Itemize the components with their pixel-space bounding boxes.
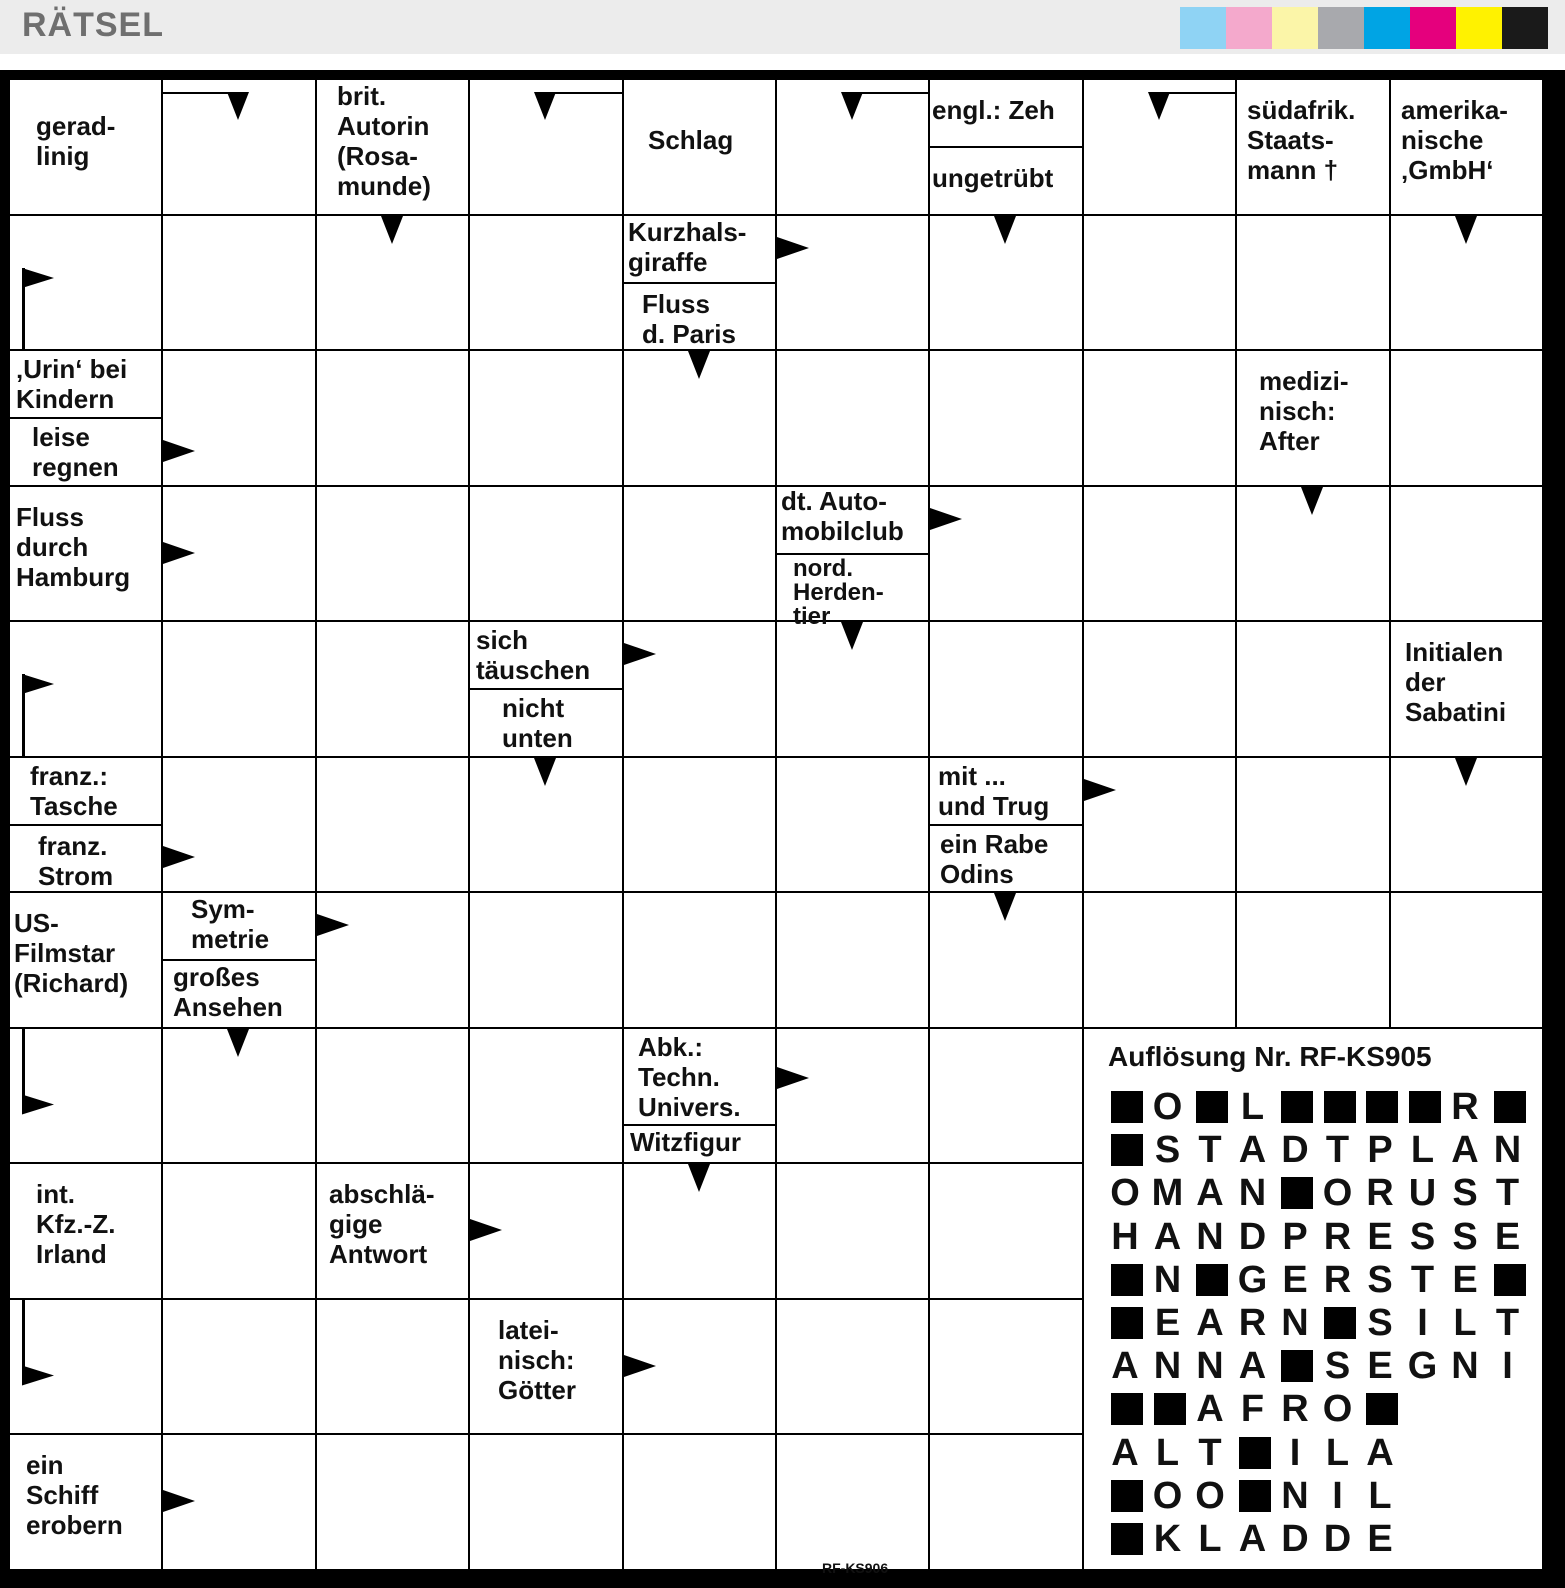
clue-urin: ‚Urin‘ bei Kindern	[10, 351, 161, 417]
solution-letter: D	[1281, 1518, 1309, 1560]
grid-cell[interactable]	[1082, 756, 1237, 893]
arrow-down-icon	[841, 622, 863, 650]
clue-us-filmstar: US- Filmstar (Richard)	[10, 893, 161, 1027]
grid-cell[interactable]	[161, 756, 317, 893]
grid-cell[interactable]	[775, 1298, 930, 1435]
solution-letter: P	[1367, 1129, 1393, 1172]
grid-cell[interactable]	[315, 349, 470, 487]
solution-letter: L	[1325, 1431, 1350, 1474]
grid-cell[interactable]	[775, 756, 930, 893]
clue-schlag: Schlag	[624, 80, 775, 214]
arrow-right-icon	[163, 846, 195, 868]
color-swatch	[1226, 7, 1272, 49]
solution-letter: L	[1155, 1431, 1180, 1474]
solution-letter: E	[1367, 1345, 1393, 1388]
solution-letter: R	[1238, 1302, 1267, 1344]
solution-letter: T	[1198, 1129, 1222, 1172]
solution-letter: O	[1322, 1172, 1353, 1215]
solution-letter: M	[1151, 1172, 1184, 1215]
clue-franz-tasche: franz.: Tasche	[10, 758, 161, 824]
grid-cell[interactable]	[775, 214, 930, 351]
solution-block	[1111, 1393, 1143, 1425]
solution-block	[1196, 1091, 1228, 1123]
solution-block	[1196, 1264, 1228, 1296]
solution-letter: A	[1111, 1431, 1139, 1474]
grid-cell[interactable]	[622, 620, 777, 758]
color-swatch	[1272, 7, 1318, 49]
clue-leise-regnen: leise regnen	[10, 419, 161, 485]
solution-letter: E	[1494, 1215, 1521, 1258]
solution-letter: D	[1281, 1129, 1309, 1172]
arrow-stem	[1159, 92, 1236, 94]
clue-medizinisch: medizi- nisch: After	[1237, 351, 1389, 485]
arrow-stem	[163, 92, 240, 94]
arrow-down-icon	[534, 758, 556, 786]
grid-cell[interactable]	[928, 620, 1084, 758]
corner-arrow-icon	[22, 1027, 72, 1162]
solution-letter: R	[1451, 1086, 1479, 1128]
solution-letter: E	[1367, 1518, 1393, 1560]
color-swatch	[1502, 7, 1548, 49]
solution-block	[1239, 1437, 1271, 1469]
solution-letter: S	[1409, 1215, 1436, 1258]
arrow-down-icon	[688, 351, 710, 379]
solution-letter: I	[1332, 1474, 1343, 1517]
grid-cell[interactable]	[468, 1433, 624, 1571]
grid-cell[interactable]	[928, 1162, 1084, 1300]
solution-letter: S	[1367, 1302, 1393, 1344]
solution-letter: N	[1238, 1172, 1267, 1215]
arrow-down-icon	[841, 92, 863, 120]
grid-cell[interactable]	[315, 891, 470, 1029]
solution-letter: T	[1495, 1302, 1520, 1344]
solution-letter: O	[1110, 1172, 1140, 1215]
grid-cell[interactable]	[775, 891, 930, 1029]
solution-block	[1239, 1480, 1271, 1512]
arrow-right-icon	[163, 1490, 195, 1512]
grid-cell[interactable]	[161, 214, 317, 351]
solution-letter: L	[1410, 1129, 1435, 1172]
clue-schiff: ein Schiff erobern	[10, 1435, 161, 1569]
color-swatches	[1180, 7, 1548, 49]
clue-suedafrik: südafrik. Staats- mann †	[1237, 80, 1389, 214]
grid-cell[interactable]	[1235, 756, 1391, 893]
clue-amerikanische: amerika- nische ‚GmbH‘	[1391, 80, 1542, 214]
corner-arrow-icon	[22, 1298, 72, 1433]
solution-letter: L	[1240, 1086, 1265, 1128]
grid-cell[interactable]	[161, 620, 317, 758]
clue-franz-strom: franz. Strom	[10, 826, 161, 891]
grid-cell[interactable]	[1389, 485, 1544, 622]
grid-cell[interactable]	[775, 349, 930, 487]
solution-letter: N	[1451, 1345, 1479, 1388]
solution-block	[1409, 1091, 1441, 1123]
clue-fluss-paris: Fluss d. Paris	[624, 284, 775, 349]
solution-block	[1494, 1091, 1526, 1123]
clue-adac: dt. Auto- mobilclub	[777, 487, 928, 553]
arrow-right-icon	[163, 440, 195, 462]
grid-cell[interactable]	[928, 485, 1084, 622]
solution-letter: O	[1152, 1086, 1183, 1128]
grid-cell[interactable]	[622, 1433, 777, 1571]
arrow-down-icon	[1455, 758, 1477, 786]
arrow-down-icon	[1455, 216, 1477, 244]
grid-cell[interactable]	[1082, 485, 1237, 622]
solution-letter: A	[1238, 1129, 1267, 1172]
arrow-down-icon	[227, 92, 249, 120]
clue-nicht-unten: nicht unten	[470, 690, 622, 756]
arrow-down-icon	[534, 92, 556, 120]
grid-cell[interactable]	[161, 349, 317, 487]
solution-letter: A	[1196, 1388, 1224, 1431]
clue-lateinisch: latei- nisch: Götter	[470, 1300, 622, 1433]
solution-block	[1494, 1264, 1526, 1296]
arrow-right-icon	[624, 643, 656, 665]
clue-engl-zeh: engl.: Zeh	[930, 80, 1082, 146]
corner-arrow-icon	[22, 214, 72, 349]
solution-letter: R	[1366, 1172, 1394, 1215]
solution-block	[1281, 1091, 1313, 1123]
solution-letter: L	[1198, 1518, 1222, 1560]
solution-letter: T	[1410, 1258, 1435, 1301]
solution-letter: T	[1325, 1129, 1350, 1172]
clue-witzfigur: Witzfigur	[624, 1126, 775, 1162]
solution-letter: S	[1452, 1172, 1478, 1215]
clue-rabe-odins: ein Rabe Odins	[930, 826, 1082, 891]
clue-ungetruebt: ungetrübt	[930, 148, 1082, 214]
clue-herdentier: nord. Herden- tier	[777, 555, 928, 620]
color-swatch	[1364, 7, 1410, 49]
arrow-right-icon	[317, 914, 349, 936]
clue-kurzhalsgiraffe: Kurzhals- giraffe	[624, 216, 775, 282]
solution-letter: U	[1408, 1172, 1437, 1215]
grid-cell[interactable]	[1082, 620, 1237, 758]
page-title: RÄTSEL	[22, 6, 164, 44]
solution-letter: A	[1366, 1431, 1394, 1474]
solution-letter: D	[1238, 1215, 1267, 1258]
solution-block	[1281, 1177, 1313, 1209]
grid-cell[interactable]	[315, 620, 470, 758]
grid-cell[interactable]	[1082, 891, 1237, 1029]
arrow-right-icon	[1084, 779, 1116, 801]
grid-cell[interactable]	[622, 756, 777, 893]
solution-letter: S	[1154, 1129, 1181, 1172]
clue-mit-trug: mit ... und Trug	[930, 758, 1082, 824]
solution-letter: L	[1368, 1474, 1392, 1517]
solution-letter: A	[1451, 1129, 1479, 1172]
solution-letter: A	[1238, 1345, 1267, 1388]
grid-cell[interactable]	[1082, 349, 1237, 487]
solution-block	[1154, 1393, 1186, 1425]
solution-letter: R	[1281, 1388, 1309, 1431]
solution-letter: R	[1323, 1258, 1352, 1301]
grid-cell[interactable]	[315, 1298, 470, 1435]
page-header	[0, 0, 1565, 54]
arrow-down-icon	[381, 216, 403, 244]
solution-letter: O	[1195, 1474, 1225, 1517]
grid-cell[interactable]	[468, 214, 624, 351]
arrow-right-icon	[930, 508, 962, 530]
arrow-down-icon	[994, 216, 1016, 244]
solution-block	[1111, 1091, 1143, 1123]
solution-letter: L	[1453, 1302, 1477, 1344]
solution-letter: A	[1196, 1172, 1224, 1215]
arrow-down-icon	[994, 893, 1016, 921]
clue-abk-techn: Abk.: Techn. Univers.	[624, 1029, 775, 1124]
clue-symmetrie: Sym- metrie	[163, 893, 315, 959]
arrow-right-icon	[470, 1219, 502, 1241]
solution-letter: N	[1281, 1302, 1309, 1344]
grid-cell[interactable]	[315, 485, 470, 622]
color-swatch	[1318, 7, 1364, 49]
solution-letter: I	[1502, 1345, 1513, 1388]
solution-letter: H	[1111, 1215, 1139, 1258]
grid-cell[interactable]	[1082, 214, 1237, 351]
grid-cell[interactable]	[775, 1162, 930, 1300]
solution-block	[1324, 1307, 1356, 1339]
arrow-right-icon	[163, 542, 195, 564]
solution-letter: A	[1196, 1302, 1224, 1344]
solution-block	[1111, 1480, 1143, 1512]
solution-block	[1366, 1091, 1398, 1123]
clue-kfz-irland: int. Kfz.-Z. Irland	[10, 1164, 161, 1298]
solution-letter: O	[1322, 1388, 1353, 1431]
grid-cell[interactable]	[928, 349, 1084, 487]
arrow-down-icon	[227, 1029, 249, 1057]
solution-letter: N	[1196, 1345, 1224, 1388]
solution-letter: I	[1289, 1431, 1301, 1474]
solution-letter: A	[1111, 1345, 1139, 1388]
clue-initialen: Initialen der Sabatini	[1391, 622, 1542, 756]
crossword-grid	[8, 78, 1542, 1569]
solution-block	[1324, 1091, 1356, 1123]
arrow-down-icon	[1301, 487, 1323, 515]
solution-block	[1111, 1523, 1143, 1555]
solution-letter: O	[1152, 1474, 1183, 1517]
corner-arrow-icon	[22, 620, 72, 756]
arrow-stem	[545, 92, 622, 94]
grid-cell[interactable]	[928, 1027, 1084, 1164]
arrow-right-icon	[777, 237, 809, 259]
clue-ansehen: großes Ansehen	[163, 961, 315, 1027]
grid-cell[interactable]	[775, 1433, 930, 1571]
solution-letter: G	[1407, 1345, 1438, 1388]
solution-letter: E	[1282, 1258, 1308, 1301]
solution-block	[1366, 1393, 1398, 1425]
arrow-down-icon	[1148, 92, 1170, 120]
solution-letter: T	[1495, 1172, 1520, 1215]
grid-cell[interactable]	[928, 1433, 1084, 1571]
grid-cell[interactable]	[928, 1298, 1084, 1435]
grid-cell[interactable]	[1235, 620, 1391, 758]
arrow-stem	[852, 92, 929, 94]
grid-cell[interactable]	[775, 1027, 930, 1164]
solution-letter: E	[1154, 1302, 1181, 1344]
grid-cell[interactable]	[468, 349, 624, 487]
clue-brit-autorin: brit. Autorin (Rosa- munde)	[317, 80, 468, 214]
solution-letter: K	[1153, 1518, 1182, 1560]
puzzle-code: RF-KS906	[822, 1560, 889, 1576]
arrow-right-icon	[624, 1355, 656, 1377]
solution-letter: E	[1367, 1215, 1393, 1258]
grid-cell[interactable]	[315, 756, 470, 893]
solution-letter: R	[1323, 1215, 1352, 1258]
solution-letter: T	[1198, 1431, 1222, 1474]
grid-cell[interactable]	[468, 891, 624, 1029]
grid-cell[interactable]	[468, 1027, 624, 1164]
grid-cell[interactable]	[622, 485, 777, 622]
solution-block	[1111, 1264, 1143, 1296]
grid-cell[interactable]	[161, 1162, 317, 1300]
solution-letter: A	[1153, 1215, 1182, 1258]
grid-cell[interactable]	[161, 1298, 317, 1435]
grid-cell[interactable]	[1389, 349, 1544, 487]
solution-letter: N	[1153, 1258, 1182, 1301]
color-swatch	[1410, 7, 1456, 49]
color-swatch	[1180, 7, 1226, 49]
solution-letter: D	[1323, 1518, 1352, 1560]
clue-abschlaegige: abschlä- gige Antwort	[317, 1164, 468, 1298]
grid-cell[interactable]	[622, 891, 777, 1029]
arrow-right-icon	[777, 1067, 809, 1089]
solution-block	[1281, 1350, 1313, 1382]
solution-block	[1111, 1134, 1143, 1166]
solution-letter: N	[1281, 1474, 1309, 1517]
grid-cell[interactable]	[1235, 214, 1391, 351]
solution-letter: A	[1238, 1518, 1267, 1560]
solution-letter: P	[1282, 1215, 1308, 1258]
clue-sich-taeuschen: sich täuschen	[470, 622, 622, 688]
solution-letter: N	[1493, 1129, 1522, 1172]
solution-letter: N	[1196, 1215, 1224, 1258]
grid-cell[interactable]	[315, 1433, 470, 1571]
solution-letter: N	[1153, 1345, 1182, 1388]
solution-letter: I	[1417, 1302, 1428, 1344]
clue-fluss-hamburg: Fluss durch Hamburg	[10, 487, 161, 620]
solution-letter: S	[1367, 1258, 1393, 1301]
solution-letter: E	[1452, 1258, 1478, 1301]
color-swatch	[1456, 7, 1502, 49]
grid-cell[interactable]	[315, 1027, 470, 1164]
grid-cell[interactable]	[1389, 891, 1544, 1029]
clue-geradlinig: gerad- linig	[10, 80, 161, 214]
solution-block	[1111, 1307, 1143, 1339]
grid-cell[interactable]	[468, 485, 624, 622]
solution-letter: F	[1240, 1388, 1265, 1431]
solution-letter: S	[1452, 1215, 1478, 1258]
solution-title: Auflösung Nr. RF-KS905	[1108, 1041, 1432, 1072]
solution-letter: G	[1237, 1258, 1268, 1301]
arrow-down-icon	[688, 1164, 710, 1192]
solution-letter: S	[1324, 1345, 1351, 1388]
grid-cell[interactable]	[1235, 891, 1391, 1029]
